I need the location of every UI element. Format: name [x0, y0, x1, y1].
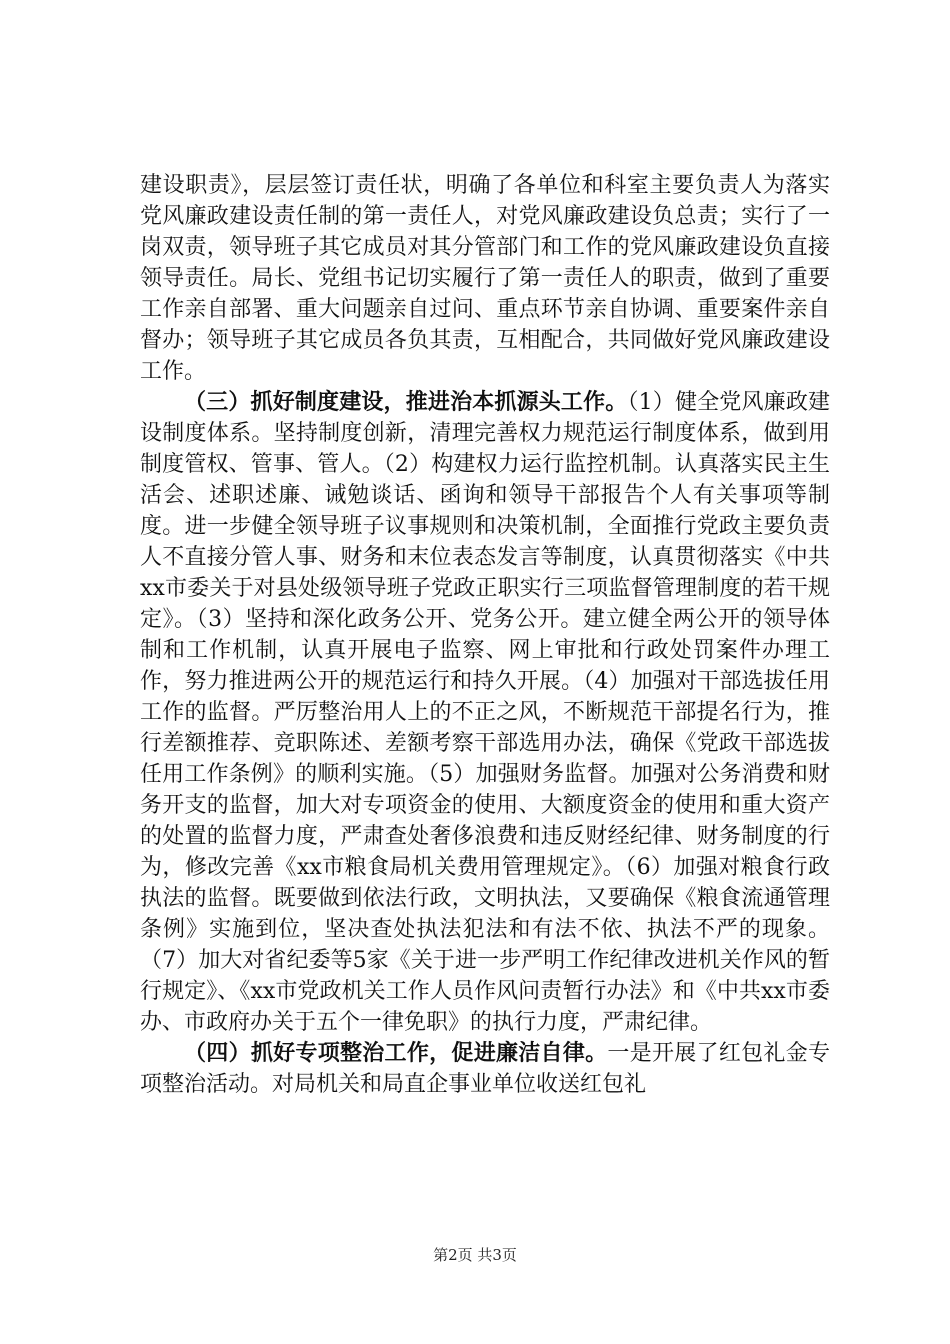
- paragraph-system-building: [140, 387, 830, 1038]
- page-number-label: 第2页 共3页: [433, 1246, 517, 1264]
- document-body: [140, 170, 830, 1100]
- paragraph-1-body: 建设职责》，层层签订责任状，明确了各单位和科室主要负责人为落实党风廉政建设责任制的第一责任人，对党风廉政建设负总责；实行了一岗双责，领导班子其它成员对其分管部门和工作的党风廉政建设负直接领导责任。局长、党组书记切实履行了第一责任人的职责，做到了重要工作亲自部署、重大问题亲自过问、重点环节亲自协调、重要案件亲自督办；领导班子其它成员各负其责，互相配合，共同做好党风廉政建设工作。: [140, 173, 830, 384]
- section-heading-4: （四）抓好专项整治工作，促进廉洁自律。: [184, 1040, 608, 1066]
- paragraph-continuation: [140, 170, 830, 387]
- paragraph-special-rectification: [140, 1038, 830, 1100]
- section-heading-3: （三）抓好制度建设，推进治本抓源头工作。: [184, 389, 628, 415]
- paragraph-3-body: 一是开展了红包礼金专项整治活动。对局机关和局直企事业单位收送红包礼: [140, 1041, 830, 1097]
- page-footer: [0, 1244, 950, 1265]
- paragraph-2-body: （1）健全党风廉政建设制度体系。坚持制度创新，清理完善权力规范运行制度体系，做到用制度管权、管事、管人。（2）构建权力运行监控机制。认真落实民主生活会、述职述廉、诫勉谈话、函询和领导干部报告个人有关事项等制度。进一步健全领导班子议事规则和决策机制，全面推行党政主要负责人不直接分管人事、财务和末位表态发言等制度，认真贯彻落实《中共xx市委关于对县处级领导班子党政正职实行三项监督管理制度的若干规定》。（3）坚持和深化政务公开、党务公开。建立健全两公开的领导体制和工作机制，认真开展电子监察、网上审批和行政处罚案件办理工作，努力推进两公开的规范运行和持久开展。（4）加强对干部选拔任用工作的监督。严厉整治用人上的不正之风，不断规范干部提名行为，推行差额推荐、竞职陈述、差额考察干部选用办法，确保《党政干部选拔任用工作条例》的顺利实施。（5）加强财务监督。加强对公务消费和财务开支的监督，加大对专项资金的使用、大额度资金的使用和重大资产的处置的监督力度，严肃查处奢侈浪费和违反财经纪律、财务制度的行为，修改完善《xx市粮食局机关费用管理规定》。（6）加强对粮食行政执法的监督。既要做到依法行政，文明执法，又要确保《粮食流通管理条例》实施到位，坚决查处执法犯法和有法不依、执法不严的现象。（7）加大对省纪委等5家《关于进一步严明工作纪律改进机关作风的暂行规定》、《xx市党政机关工作人员作风问责暂行办法》和《中共xx市委办、市政府办关于五个一律免职》的执行力度，严肃纪律。: [140, 390, 830, 1035]
